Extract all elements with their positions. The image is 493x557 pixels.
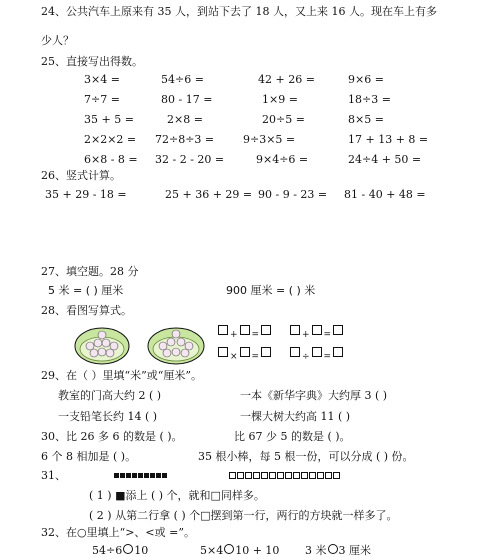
q25-item: 9×6 =: [348, 73, 384, 86]
filled-squares-row: [114, 469, 168, 482]
q25-item: 7÷7 =: [84, 93, 120, 106]
open-square: [261, 472, 268, 479]
q28-title: 28、看图写算式。: [41, 304, 132, 317]
q25-item: 18÷3 =: [348, 93, 391, 106]
q25-item: 24÷4 + 50 =: [348, 153, 422, 166]
q25-item: 80 - 17 =: [161, 93, 213, 106]
q25-item: 72÷8÷3 =: [155, 133, 215, 146]
open-square: [317, 472, 324, 479]
q31-p2: ( 2 ) 从第二行拿 ( ) 个□摆到第一行，两行的方块就一样多了。: [89, 509, 398, 522]
open-square: [269, 472, 276, 479]
flower-groups-picture: [72, 318, 212, 366]
q25-item: 54÷6 =: [161, 73, 204, 86]
open-square: [253, 472, 260, 479]
q25-item: 2×8 =: [167, 113, 203, 126]
q26-item: 35 + 29 - 18 =: [45, 188, 127, 201]
open-squares-row: [229, 469, 341, 482]
filled-square: [120, 473, 125, 478]
q27-title: 27、填空题。28 分: [41, 265, 139, 278]
q30-line1a: 30、比 26 多 6 的数是 ( )。: [41, 430, 183, 443]
q26-title: 26、竖式计算。: [41, 169, 121, 182]
q32-title: 32、在○里填上“>、<或 =”。: [41, 526, 195, 539]
q27-item1: 5 米 = ( ) 厘米: [48, 284, 124, 297]
open-square: [237, 472, 244, 479]
q24-line1: 24、公共汽车上原来有 35 人，到站下去了 18 人，又上来 16 人。现在车上有多: [41, 5, 437, 18]
filled-square: [114, 473, 119, 478]
open-square: [301, 472, 308, 479]
open-square: [277, 472, 284, 479]
q29-d: 一棵大树大约高 11 ( ): [240, 410, 351, 423]
q32-b: 5×4 10 + 10: [200, 544, 280, 557]
q25-item: 20÷5 =: [262, 113, 305, 126]
filled-square: [138, 473, 143, 478]
filled-square: [126, 473, 131, 478]
q31-label: 31、: [41, 469, 66, 482]
q25-item: 6×8 - 8 =: [84, 153, 138, 166]
filled-square: [156, 473, 161, 478]
q32-c: 3 米 3 厘米: [305, 544, 371, 557]
open-square: [333, 472, 340, 479]
filled-square: [144, 473, 149, 478]
q28-equation-3[interactable]: $_\times$ $_=$: [217, 346, 272, 364]
q26-item: 25 + 36 + 29 =: [165, 188, 253, 201]
filled-square: [150, 473, 155, 478]
q28-equation-2[interactable]: $_+$ $_=$: [289, 324, 344, 342]
q29-title: 29、在（ ）里填“米”或“厘米”。: [41, 369, 202, 382]
q25-item: 3×4 =: [84, 73, 120, 86]
q28-equation-1[interactable]: $_+$ $_=$: [217, 324, 272, 342]
filled-square: [132, 473, 137, 478]
q25-item: 9÷3×5 =: [243, 133, 296, 146]
open-square: [285, 472, 292, 479]
q28-equation-4[interactable]: $_\div$ $_=$: [289, 346, 344, 364]
q29-c: 一支铅笔长约 14 ( ): [58, 410, 158, 423]
q25-item: 1×9 =: [262, 93, 298, 106]
q29-b: 一本《新华字典》大约厚 3 ( ): [240, 389, 388, 402]
open-square: [229, 472, 236, 479]
q24-line2: 少人？: [41, 34, 74, 47]
open-square: [245, 472, 252, 479]
q26-item: 81 - 40 + 48 =: [344, 188, 426, 201]
q25-item: 8×5 =: [348, 113, 384, 126]
q30-line2b: 35 根小棒，每 5 根一份，可以分成 ( ) 份。: [198, 450, 414, 463]
q32-a: 54÷6 10: [92, 544, 149, 557]
q25-item: 35 + 5 =: [84, 113, 134, 126]
open-square: [309, 472, 316, 479]
q27-item2: 900 厘米 = ( ) 米: [226, 284, 316, 297]
q25-item: 2×2×2 =: [84, 133, 137, 146]
q29-a: 教室的门高大约 2 ( ): [58, 389, 162, 402]
q25-item: 32 - 2 - 20 =: [155, 153, 225, 166]
open-square: [325, 472, 332, 479]
q25-item: 42 + 26 =: [258, 73, 315, 86]
q25-item: 9×4÷6 =: [256, 153, 309, 166]
compare-circle[interactable]: [123, 544, 133, 554]
compare-circle[interactable]: [224, 544, 234, 554]
q30-line2a: 6 个 8 相加是 ( )。: [41, 450, 137, 463]
q25-title: 25、直接写出得数。: [41, 55, 143, 68]
filled-square: [162, 473, 167, 478]
q25-item: 17 + 13 + 8 =: [348, 133, 429, 146]
q30-line1b: 比 67 少 5 的数是 ( )。: [234, 430, 351, 443]
open-square: [293, 472, 300, 479]
q31-p1: ( 1 ) ■添上 ( ) 个，就和□同样多。: [89, 489, 265, 502]
compare-circle[interactable]: [328, 544, 338, 554]
q26-item: 90 - 9 - 23 =: [258, 188, 328, 201]
